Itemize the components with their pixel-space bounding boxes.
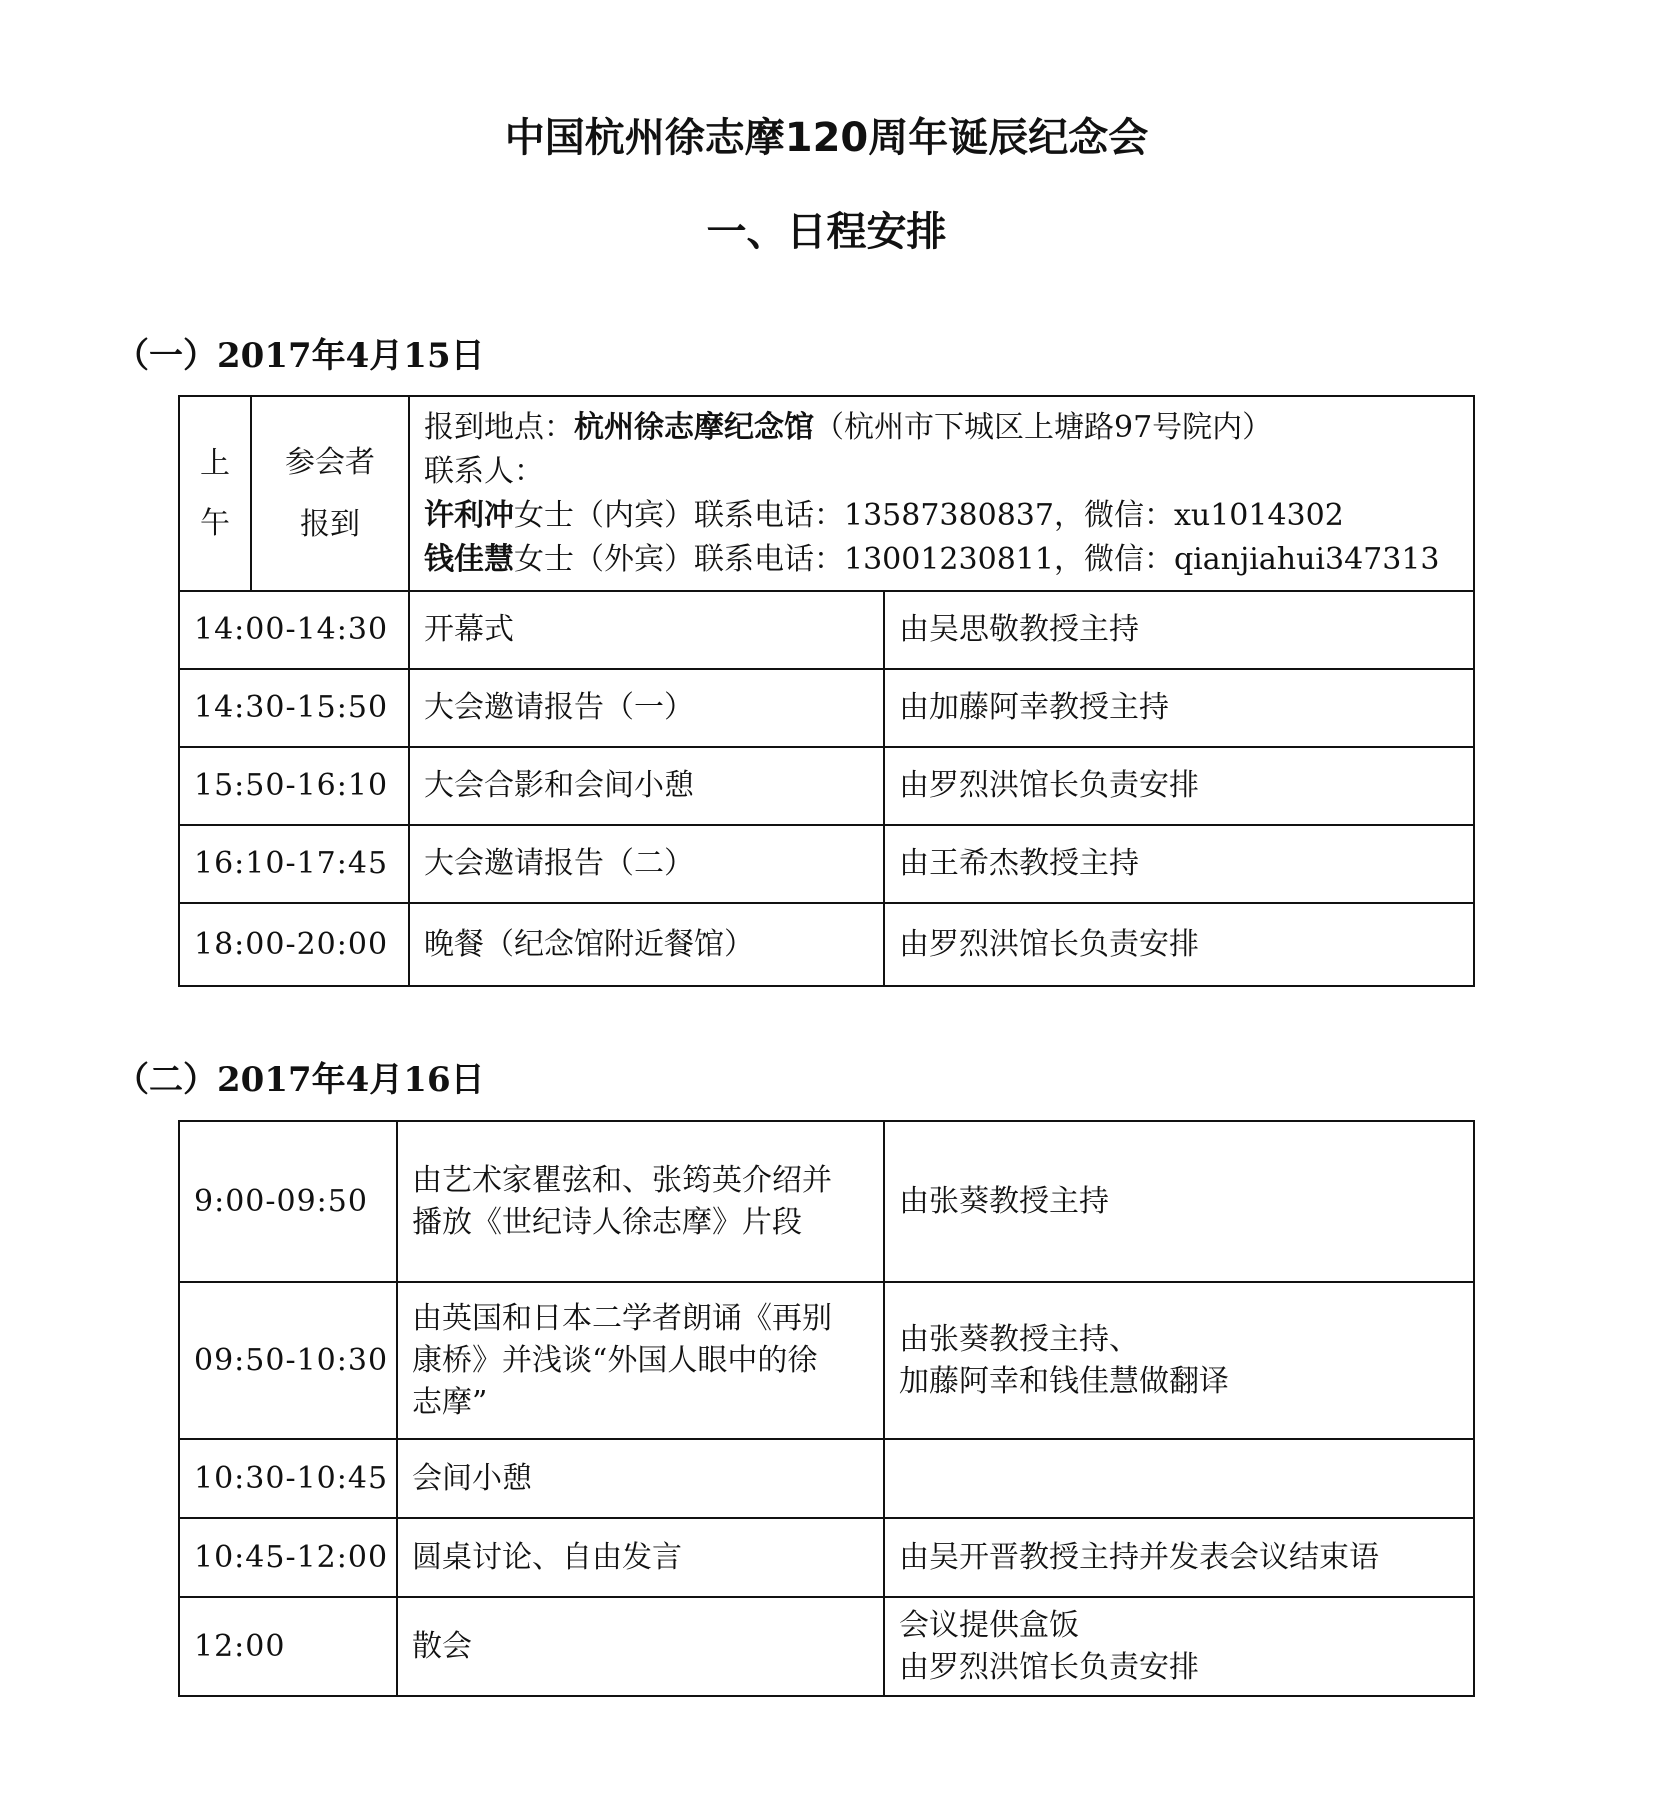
event-line: 会间小憩 <box>412 1460 532 1496</box>
host-line: 由罗烈洪馆长负责安排 <box>899 1649 1199 1685</box>
time-cell: 18:00-20:00 <box>179 903 409 986</box>
day1-schedule-table <box>178 395 1475 987</box>
host-line: 由张葵教授主持 <box>899 1183 1109 1219</box>
host-cell <box>884 1121 1474 1282</box>
event-line: 由艺术家瞿弦和、张筠英介绍并 <box>412 1162 832 1198</box>
day2-schedule-table <box>178 1120 1475 1697</box>
event-cell <box>397 1121 884 1282</box>
document-title: 中国杭州徐志摩120周年诞辰纪念会 <box>504 115 1149 161</box>
event-cell <box>397 1282 884 1439</box>
event-cell <box>397 1597 884 1696</box>
event-cell <box>397 1518 884 1597</box>
registration-place <box>424 406 1459 450</box>
host-cell <box>884 1439 1474 1518</box>
place-address: （杭州市下城区上塘路97号院内） <box>814 409 1273 445</box>
event-line: 散会 <box>412 1628 472 1664</box>
time-cell: 15:50-16:10 <box>179 747 409 825</box>
contact-detail: 女士（内宾）联系电话：13587380837，微信：xu1014302 <box>514 497 1344 533</box>
time-cell: 14:00-14:30 <box>179 591 409 669</box>
time-cell: 10:30-10:45 <box>179 1439 397 1518</box>
day1-heading: （一）2017年4月15日 <box>115 336 485 376</box>
schedule-row <box>179 669 1474 747</box>
time-cell: 16:10-17:45 <box>179 825 409 903</box>
event-line: 由英国和日本二学者朗诵《再别 <box>412 1300 832 1336</box>
host-cell <box>884 1597 1474 1696</box>
event-cell <box>397 1439 884 1518</box>
schedule-row <box>179 903 1474 986</box>
schedule-row <box>179 747 1474 825</box>
registration-info-cell <box>409 396 1474 591</box>
host-line: 由张葵教授主持、 <box>899 1321 1139 1357</box>
schedule-row <box>179 1518 1474 1597</box>
event-cell: 晚餐（纪念馆附近餐馆） <box>409 903 884 986</box>
time-cell: 9:00-09:50 <box>179 1121 397 1282</box>
section-heading: 一、日程安排 <box>706 209 947 255</box>
host-cell: 由吴思敬教授主持 <box>884 591 1474 669</box>
contact-detail: 女士（外宾）联系电话：13001230811，微信：qianjiahui347313 <box>514 541 1440 577</box>
contact-line <box>424 538 1459 582</box>
event-cell: 大会邀请报告（二） <box>409 825 884 903</box>
host-cell <box>884 1282 1474 1439</box>
contact-label: 联系人： <box>424 453 544 489</box>
time-cell: 10:45-12:00 <box>179 1518 397 1597</box>
event-cell: 开幕式 <box>409 591 884 669</box>
host-line: 会议提供盒饭 <box>899 1607 1079 1643</box>
period-char: 午 <box>200 505 230 541</box>
event-line: 圆桌讨论、自由发言 <box>412 1539 682 1575</box>
event-cell: 大会邀请报告（一） <box>409 669 884 747</box>
schedule-row <box>179 1282 1474 1439</box>
host-cell: 由罗烈洪馆长负责安排 <box>884 903 1474 986</box>
host-line: 加藤阿幸和钱佳慧做翻译 <box>899 1363 1229 1399</box>
time-cell: 12:00 <box>179 1597 397 1696</box>
place-name: 杭州徐志摩纪念馆 <box>574 409 814 445</box>
registration-period-cell <box>179 396 251 591</box>
host-cell: 由加藤阿幸教授主持 <box>884 669 1474 747</box>
registration-row <box>179 396 1474 591</box>
registration-label-line: 报到 <box>300 506 360 542</box>
registration-label-line: 参会者 <box>285 444 375 480</box>
host-cell: 由罗烈洪馆长负责安排 <box>884 747 1474 825</box>
schedule-row <box>179 1439 1474 1518</box>
registration-label-cell <box>251 396 409 591</box>
host-cell: 由王希杰教授主持 <box>884 825 1474 903</box>
time-cell: 09:50-10:30 <box>179 1282 397 1439</box>
time-cell: 14:30-15:50 <box>179 669 409 747</box>
event-line: 志摩” <box>412 1384 488 1420</box>
schedule-row <box>179 591 1474 669</box>
place-prefix: 报到地点： <box>424 409 574 445</box>
event-line: 播放《世纪诗人徐志摩》片段 <box>412 1204 802 1240</box>
host-line: 由吴开晋教授主持并发表会议结束语 <box>899 1539 1379 1575</box>
contact-line <box>424 494 1459 538</box>
event-cell: 大会合影和会间小憩 <box>409 747 884 825</box>
schedule-row <box>179 1597 1474 1696</box>
period-char: 上 <box>200 445 230 481</box>
host-cell <box>884 1518 1474 1597</box>
schedule-row <box>179 1121 1474 1282</box>
day2-heading: （二）2017年4月16日 <box>115 1060 485 1100</box>
contact-name: 钱佳慧 <box>424 541 514 577</box>
contact-name: 许利冲 <box>424 497 514 533</box>
event-line: 康桥》并浅谈“外国人眼中的徐 <box>412 1342 818 1378</box>
schedule-row <box>179 825 1474 903</box>
